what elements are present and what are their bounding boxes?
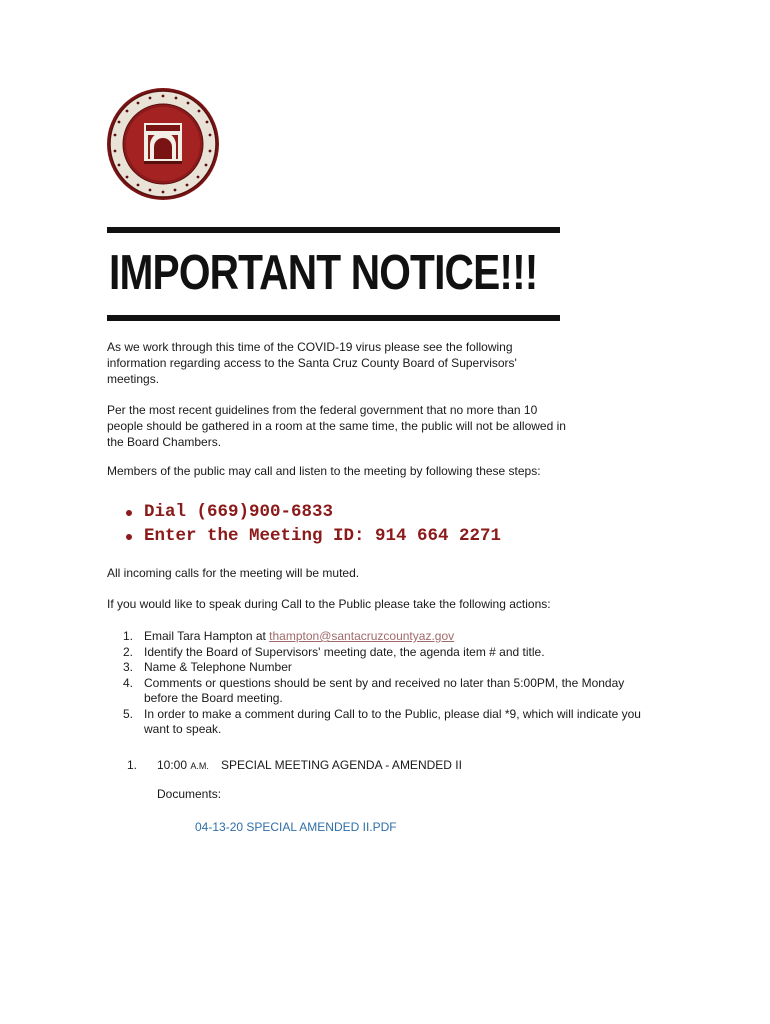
agenda-item-title: SPECIAL MEETING AGENDA - AMENDED II — [221, 758, 462, 772]
county-seal-icon — [106, 87, 220, 201]
agenda-item-time — [157, 758, 209, 772]
actions-list — [123, 629, 643, 738]
action-text: Comments or questions should be sent by and received no later than 5:00PM, the Monday before the Board meeting. — [144, 675, 625, 705]
action-text: Name & Telephone Number — [144, 660, 292, 674]
action-item — [123, 707, 643, 738]
top-rule — [107, 227, 560, 233]
action-number: 3. — [123, 660, 134, 674]
call-steps-list — [124, 500, 501, 548]
action-number: 2. — [123, 644, 134, 659]
action-item — [123, 660, 643, 676]
action-item — [123, 676, 643, 707]
bullet-icon — [126, 534, 132, 540]
documents-label: Documents: — [157, 787, 222, 801]
email-link[interactable]: thampton@santacruzcountyaz.gov — [269, 629, 455, 643]
agenda-item-number: 1. — [127, 758, 138, 772]
action-text: In order to make a comment during Call to to the Public, please dial *9, which will indicate you want to speak. — [144, 706, 641, 736]
action-text: Email Tara Hampton at — [144, 629, 270, 643]
call-steps-intro: Members of the public may call and listen to the meeting by following these steps: — [107, 464, 541, 478]
call-step — [124, 500, 501, 524]
agenda-time-ampm: A.M. — [190, 761, 209, 771]
intro-paragraph: As we work through this time of the COVID-19 virus please see the following information regarding access to the Santa Cruz County Board of Supervisors' meetings. — [107, 340, 517, 386]
agenda-time-value: 10:00 — [157, 758, 188, 772]
call-step-text: Enter the Meeting ID: 914 664 2271 — [144, 526, 502, 546]
guidelines-paragraph: Per the most recent guidelines from the federal government that no more than 10 people should be gathered in a room at the same time, the public will not be allowed in the Board Chambers. — [107, 403, 566, 449]
action-item — [123, 645, 643, 661]
important-notice-heading: IMPORTANT NOTICE!!! — [109, 246, 538, 300]
muted-paragraph: All incoming calls for the meeting will be muted. — [107, 566, 360, 580]
call-step — [124, 524, 501, 548]
bullet-icon — [126, 510, 132, 516]
call-step-text: Dial (669)900-6833 — [144, 502, 334, 522]
action-item — [123, 629, 643, 645]
action-number: 5. — [123, 706, 134, 721]
bottom-rule — [107, 315, 560, 321]
speak-intro-paragraph: If you would like to speak during Call to the Public please take the following actions: — [107, 597, 551, 611]
agenda-document-link[interactable]: 04-13-20 SPECIAL AMENDED II.PDF — [195, 820, 397, 834]
action-number: 4. — [123, 675, 134, 690]
action-text: Identify the Board of Supervisors' meeting date, the agenda item # and title. — [144, 644, 545, 659]
action-number: 1. — [123, 629, 134, 643]
